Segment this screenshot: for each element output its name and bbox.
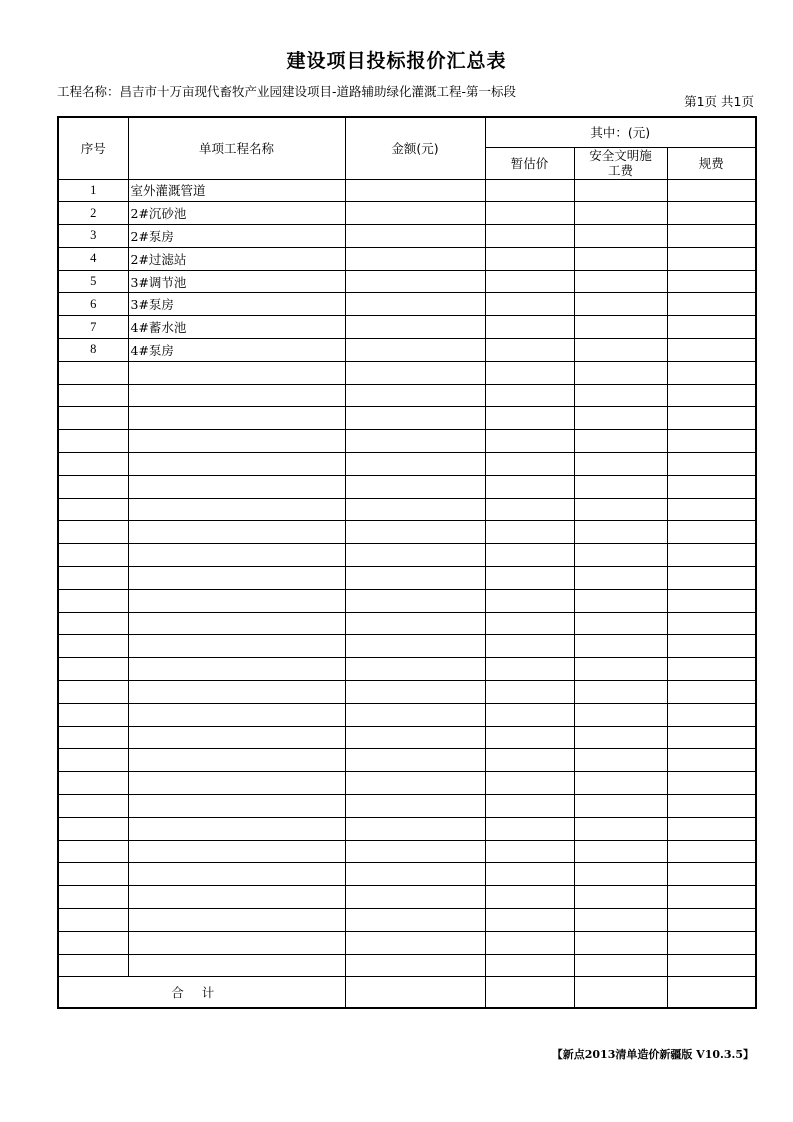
empty-cell	[667, 475, 756, 498]
table-row	[58, 316, 756, 339]
row-fees	[667, 225, 756, 248]
empty-row	[58, 635, 756, 658]
empty-cell	[574, 886, 667, 909]
empty-cell	[667, 840, 756, 863]
empty-cell	[574, 658, 667, 681]
empty-cell	[574, 521, 667, 544]
empty-cell	[485, 453, 574, 476]
empty-cell	[58, 817, 128, 840]
empty-cell	[485, 749, 574, 772]
empty-cell	[345, 498, 485, 521]
project-name: 工程名称：昌吉市十万亩现代畜牧产业园建设项目-道路辅助绿化灌溉工程-第一标段	[57, 84, 517, 99]
empty-cell	[58, 498, 128, 521]
empty-cell	[485, 703, 574, 726]
empty-row	[58, 658, 756, 681]
empty-cell	[128, 749, 345, 772]
empty-cell	[574, 681, 667, 704]
empty-cell	[345, 817, 485, 840]
row-seq: 6	[58, 293, 128, 316]
empty-cell	[345, 544, 485, 567]
empty-cell	[574, 703, 667, 726]
empty-cell	[345, 840, 485, 863]
empty-cell	[58, 795, 128, 818]
empty-cell	[58, 567, 128, 590]
row-project-name: 3#调节池	[128, 270, 345, 293]
empty-cell	[574, 361, 667, 384]
empty-cell	[667, 612, 756, 635]
empty-row	[58, 384, 756, 407]
row-project-name: 3#泵房	[128, 293, 345, 316]
row-provisional	[485, 339, 574, 362]
row-project-name: 2#沉砂池	[128, 202, 345, 225]
table-row	[58, 293, 756, 316]
empty-cell	[574, 544, 667, 567]
empty-cell	[128, 384, 345, 407]
empty-row	[58, 749, 756, 772]
empty-cell	[345, 612, 485, 635]
row-amount	[345, 247, 485, 270]
row-safety	[574, 316, 667, 339]
empty-cell	[667, 817, 756, 840]
table-row	[58, 225, 756, 248]
empty-cell	[574, 384, 667, 407]
empty-cell	[667, 909, 756, 932]
empty-cell	[128, 863, 345, 886]
empty-cell	[667, 361, 756, 384]
row-seq: 8	[58, 339, 128, 362]
empty-row	[58, 544, 756, 567]
total-fees	[667, 977, 756, 1009]
empty-cell	[667, 407, 756, 430]
empty-cell	[574, 795, 667, 818]
empty-cell	[128, 817, 345, 840]
row-provisional	[485, 270, 574, 293]
row-fees	[667, 202, 756, 225]
empty-cell	[58, 544, 128, 567]
empty-cell	[58, 886, 128, 909]
header-fees: 规费	[667, 147, 756, 179]
empty-cell	[667, 635, 756, 658]
empty-cell	[667, 544, 756, 567]
empty-cell	[58, 521, 128, 544]
row-fees	[667, 293, 756, 316]
empty-cell	[345, 726, 485, 749]
empty-cell	[574, 635, 667, 658]
empty-row	[58, 772, 756, 795]
empty-cell	[128, 772, 345, 795]
row-project-name: 4#泵房	[128, 339, 345, 362]
empty-cell	[345, 863, 485, 886]
empty-cell	[574, 772, 667, 795]
table-row	[58, 270, 756, 293]
empty-cell	[485, 544, 574, 567]
empty-row	[58, 703, 756, 726]
header-of-which: 其中：(元)	[485, 117, 756, 147]
empty-cell	[667, 521, 756, 544]
empty-cell	[574, 863, 667, 886]
empty-cell	[128, 840, 345, 863]
empty-cell	[128, 612, 345, 635]
empty-cell	[58, 726, 128, 749]
empty-cell	[485, 863, 574, 886]
row-amount	[345, 316, 485, 339]
empty-cell	[574, 567, 667, 590]
empty-row	[58, 567, 756, 590]
empty-cell	[574, 749, 667, 772]
empty-cell	[58, 475, 128, 498]
empty-row	[58, 909, 756, 932]
empty-cell	[667, 384, 756, 407]
row-project-name: 4#蓄水池	[128, 316, 345, 339]
empty-cell	[58, 453, 128, 476]
empty-cell	[574, 909, 667, 932]
empty-cell	[485, 361, 574, 384]
software-version-footer: 【新点2013清单造价新疆版 V10.3.5】	[551, 1048, 754, 1061]
empty-cell	[58, 840, 128, 863]
empty-cell	[485, 681, 574, 704]
empty-cell	[485, 589, 574, 612]
empty-cell	[128, 795, 345, 818]
empty-cell	[667, 863, 756, 886]
header-provisional: 暂估价	[485, 147, 574, 179]
empty-cell	[485, 498, 574, 521]
row-amount	[345, 225, 485, 248]
empty-cell	[128, 407, 345, 430]
empty-cell	[667, 681, 756, 704]
row-fees	[667, 179, 756, 202]
row-fees	[667, 339, 756, 362]
row-safety	[574, 339, 667, 362]
empty-cell	[345, 430, 485, 453]
row-provisional	[485, 293, 574, 316]
empty-cell	[128, 886, 345, 909]
empty-cell	[667, 795, 756, 818]
empty-cell	[128, 498, 345, 521]
row-fees	[667, 247, 756, 270]
empty-cell	[128, 361, 345, 384]
total-label: 合计	[58, 977, 345, 1009]
empty-cell	[485, 407, 574, 430]
empty-cell	[345, 407, 485, 430]
empty-cell	[574, 589, 667, 612]
empty-row	[58, 795, 756, 818]
total-amount	[345, 977, 485, 1009]
empty-cell	[485, 772, 574, 795]
row-seq: 2	[58, 202, 128, 225]
empty-cell	[485, 475, 574, 498]
empty-cell	[485, 840, 574, 863]
empty-cell	[345, 589, 485, 612]
empty-cell	[485, 635, 574, 658]
empty-cell	[128, 909, 345, 932]
empty-cell	[574, 612, 667, 635]
empty-cell	[485, 886, 574, 909]
empty-cell	[58, 703, 128, 726]
empty-cell	[128, 430, 345, 453]
row-safety	[574, 225, 667, 248]
page-title: 建设项目投标报价汇总表	[286, 50, 507, 72]
table-row	[58, 339, 756, 362]
empty-cell	[128, 589, 345, 612]
empty-cell	[345, 384, 485, 407]
total-safety	[574, 977, 667, 1009]
empty-cell	[58, 954, 128, 977]
empty-cell	[58, 909, 128, 932]
row-project-name: 室外灌溉管道	[128, 179, 345, 202]
row-safety	[574, 179, 667, 202]
empty-row	[58, 498, 756, 521]
empty-row	[58, 430, 756, 453]
table-row	[58, 179, 756, 202]
empty-cell	[485, 521, 574, 544]
empty-cell	[574, 453, 667, 476]
empty-cell	[58, 749, 128, 772]
row-amount	[345, 179, 485, 202]
empty-cell	[345, 681, 485, 704]
empty-cell	[485, 795, 574, 818]
empty-cell	[128, 635, 345, 658]
empty-cell	[667, 498, 756, 521]
empty-cell	[128, 703, 345, 726]
empty-cell	[345, 749, 485, 772]
empty-row	[58, 954, 756, 977]
empty-row	[58, 612, 756, 635]
empty-cell	[574, 817, 667, 840]
page-info: 第1页 共1页	[684, 94, 754, 109]
empty-cell	[345, 361, 485, 384]
row-seq: 7	[58, 316, 128, 339]
row-safety	[574, 202, 667, 225]
empty-cell	[345, 931, 485, 954]
row-fees	[667, 316, 756, 339]
empty-cell	[128, 954, 345, 977]
row-safety	[574, 247, 667, 270]
empty-cell	[574, 726, 667, 749]
row-amount	[345, 202, 485, 225]
empty-cell	[667, 430, 756, 453]
empty-cell	[345, 954, 485, 977]
empty-cell	[345, 453, 485, 476]
empty-cell	[574, 475, 667, 498]
empty-row	[58, 361, 756, 384]
row-fees	[667, 270, 756, 293]
empty-cell	[58, 384, 128, 407]
header-safety: 安全文明施工费	[574, 147, 667, 179]
empty-cell	[485, 954, 574, 977]
row-seq: 3	[58, 225, 128, 248]
empty-cell	[58, 612, 128, 635]
empty-cell	[345, 909, 485, 932]
row-amount	[345, 293, 485, 316]
empty-cell	[574, 840, 667, 863]
row-seq: 5	[58, 270, 128, 293]
empty-cell	[128, 521, 345, 544]
empty-cell	[58, 658, 128, 681]
empty-cell	[58, 635, 128, 658]
empty-cell	[485, 612, 574, 635]
empty-cell	[574, 954, 667, 977]
empty-row	[58, 475, 756, 498]
header-name: 单项工程名称	[128, 117, 345, 179]
header-amount: 金额(元)	[345, 117, 485, 179]
empty-row	[58, 521, 756, 544]
empty-cell	[667, 658, 756, 681]
empty-cell	[667, 589, 756, 612]
empty-cell	[574, 407, 667, 430]
empty-row	[58, 407, 756, 430]
row-project-name: 2#泵房	[128, 225, 345, 248]
empty-cell	[485, 726, 574, 749]
empty-row	[58, 681, 756, 704]
empty-cell	[667, 886, 756, 909]
summary-table	[57, 116, 757, 1009]
empty-cell	[485, 658, 574, 681]
row-amount	[345, 270, 485, 293]
empty-cell	[345, 795, 485, 818]
empty-cell	[58, 681, 128, 704]
empty-cell	[345, 703, 485, 726]
empty-cell	[485, 430, 574, 453]
row-project-name: 2#过滤站	[128, 247, 345, 270]
row-safety	[574, 270, 667, 293]
empty-cell	[574, 430, 667, 453]
empty-cell	[345, 658, 485, 681]
empty-cell	[58, 430, 128, 453]
empty-cell	[345, 635, 485, 658]
empty-cell	[667, 726, 756, 749]
empty-cell	[485, 909, 574, 932]
empty-row	[58, 886, 756, 909]
empty-cell	[128, 475, 345, 498]
row-safety	[574, 293, 667, 316]
empty-cell	[128, 658, 345, 681]
empty-row	[58, 931, 756, 954]
row-provisional	[485, 179, 574, 202]
empty-row	[58, 840, 756, 863]
empty-cell	[667, 954, 756, 977]
empty-row	[58, 863, 756, 886]
empty-cell	[574, 931, 667, 954]
table-row	[58, 202, 756, 225]
empty-cell	[58, 589, 128, 612]
total-row	[58, 977, 756, 1009]
empty-cell	[58, 361, 128, 384]
empty-cell	[58, 863, 128, 886]
row-amount	[345, 339, 485, 362]
empty-cell	[345, 567, 485, 590]
row-seq: 1	[58, 179, 128, 202]
empty-row	[58, 726, 756, 749]
empty-cell	[128, 726, 345, 749]
empty-cell	[345, 521, 485, 544]
empty-cell	[667, 453, 756, 476]
row-provisional	[485, 247, 574, 270]
empty-cell	[485, 384, 574, 407]
header-seq: 序号	[58, 117, 128, 179]
empty-cell	[667, 772, 756, 795]
empty-cell	[128, 931, 345, 954]
empty-cell	[485, 567, 574, 590]
row-provisional	[485, 316, 574, 339]
row-provisional	[485, 225, 574, 248]
empty-row	[58, 817, 756, 840]
empty-cell	[667, 749, 756, 772]
empty-cell	[128, 453, 345, 476]
empty-row	[58, 453, 756, 476]
empty-cell	[128, 567, 345, 590]
empty-cell	[58, 931, 128, 954]
empty-cell	[667, 931, 756, 954]
empty-cell	[128, 544, 345, 567]
empty-cell	[485, 817, 574, 840]
total-provisional	[485, 977, 574, 1009]
empty-cell	[58, 407, 128, 430]
row-seq: 4	[58, 247, 128, 270]
empty-cell	[58, 772, 128, 795]
empty-cell	[345, 475, 485, 498]
empty-cell	[667, 703, 756, 726]
empty-cell	[667, 567, 756, 590]
table-row	[58, 247, 756, 270]
row-provisional	[485, 202, 574, 225]
empty-cell	[485, 931, 574, 954]
empty-cell	[128, 681, 345, 704]
empty-cell	[345, 886, 485, 909]
empty-row	[58, 589, 756, 612]
empty-cell	[574, 498, 667, 521]
empty-cell	[345, 772, 485, 795]
